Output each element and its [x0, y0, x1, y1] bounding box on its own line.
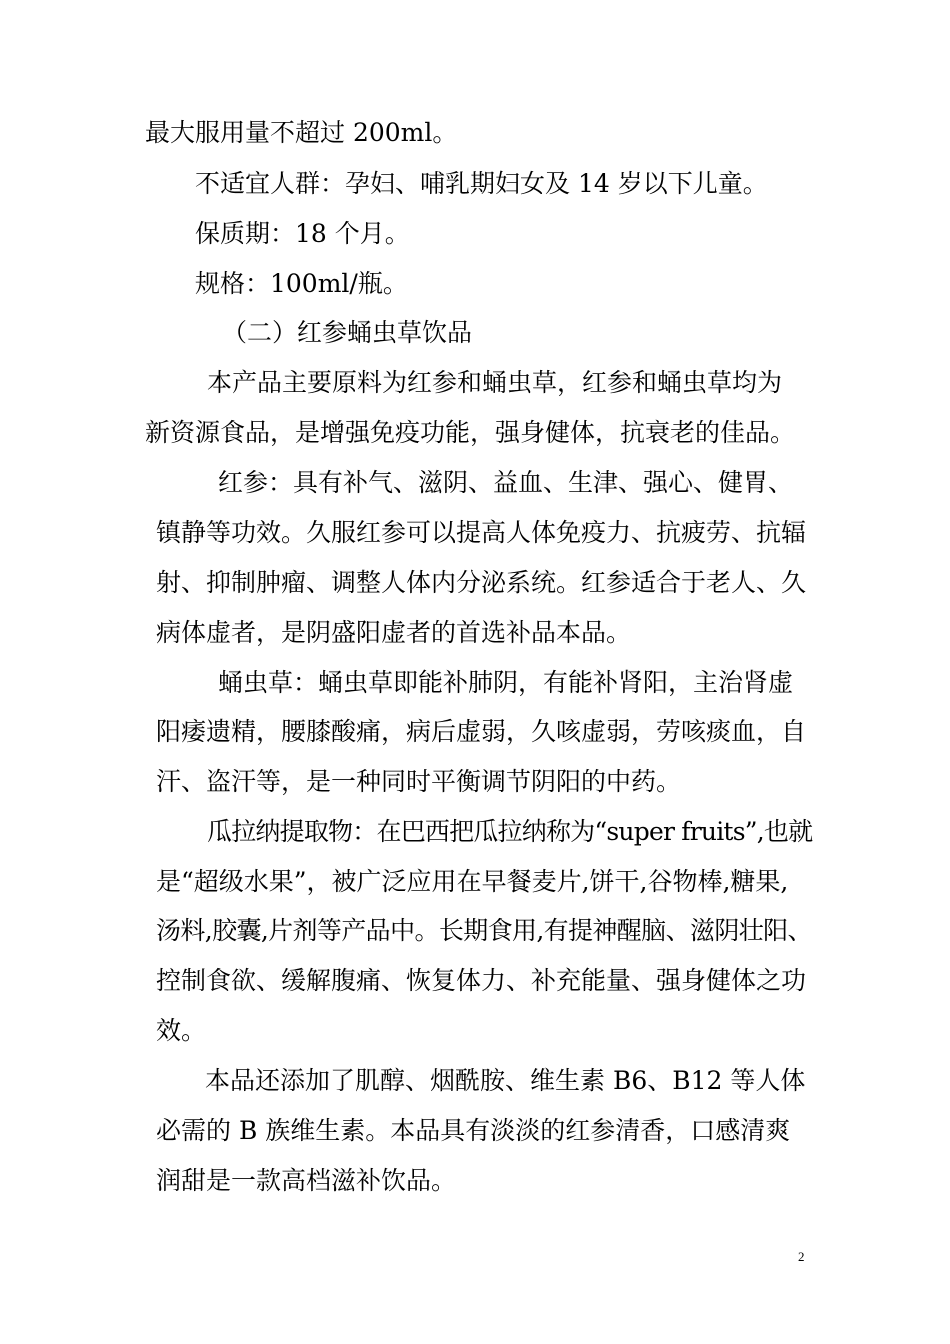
paragraph-8-line-0: 瓜拉纳提取物：在巴西把瓜拉纳称为“super fruits”,也就	[207, 817, 813, 846]
paragraph-1-line-0: 不适宜人群：孕妇、哺乳期妇女及 14 岁以下儿童。	[195, 169, 768, 198]
paragraph-5-line-1: 新资源食品，是增强免疫功能，强身健体，抗衰老的佳品。	[145, 418, 796, 447]
paragraph-8-line-1: 是“超级水果”，被广泛应用在早餐麦片,饼干,谷物棒,糖果,	[156, 867, 789, 896]
paragraph-6-line-0: 红参：具有补气、滋阴、益血、生津、强心、健胃、	[218, 468, 794, 497]
page-number: 2	[798, 1249, 805, 1264]
paragraph-2-line-0: 保质期：18 个月。	[195, 219, 410, 248]
paragraph-9-line-2: 润甜是一款高档滋补饮品。	[156, 1166, 457, 1195]
paragraph-7-line-2: 汗、盗汗等，是一种同时平衡调节阴阳的中药。	[156, 767, 682, 796]
paragraph-8-line-4: 效。	[156, 1016, 207, 1045]
paragraph-8-line-3: 控制食欲、缓解腹痛、恢复体力、补充能量、强身健体之功	[156, 966, 807, 995]
paragraph-5-line-0: 本产品主要原料为红参和蛹虫草，红参和蛹虫草均为	[207, 368, 783, 397]
section-heading: （二）红参蛹虫草饮品	[222, 318, 473, 347]
paragraph-6-line-2: 射、抑制肿瘤、调整人体内分泌系统。红参适合于老人、久	[156, 568, 807, 597]
paragraph-0-line-0: 最大服用量不超过 200ml。	[145, 118, 458, 147]
paragraph-8-line-2: 汤料,胶囊,片剂等产品中。长期食用,有提神醒脑、滋阴壮阳、	[156, 916, 812, 945]
paragraph-3-line-0: 规格：100ml/瓶。	[195, 269, 408, 298]
paragraph-9-line-0: 本品还添加了肌醇、烟酰胺、维生素 B6、B12 等人体	[205, 1066, 806, 1095]
paragraph-6-line-1: 镇静等功效。久服红参可以提高人体免疫力、抗疲劳、抗辐	[156, 518, 807, 547]
paragraph-9-line-1: 必需的 B 族维生素。本品具有淡淡的红参清香，口感清爽	[156, 1116, 791, 1145]
paragraph-7-line-1: 阳痿遗精，腰膝酸痛，病后虚弱，久咳虚弱，劳咳痰血，自	[156, 717, 807, 746]
paragraph-7-line-0: 蛹虫草：蛹虫草即能补肺阴，有能补肾阳，主治肾虚	[218, 668, 794, 697]
paragraph-6-line-3: 病体虚者，是阴盛阳虚者的首选补品本品。	[156, 618, 632, 647]
